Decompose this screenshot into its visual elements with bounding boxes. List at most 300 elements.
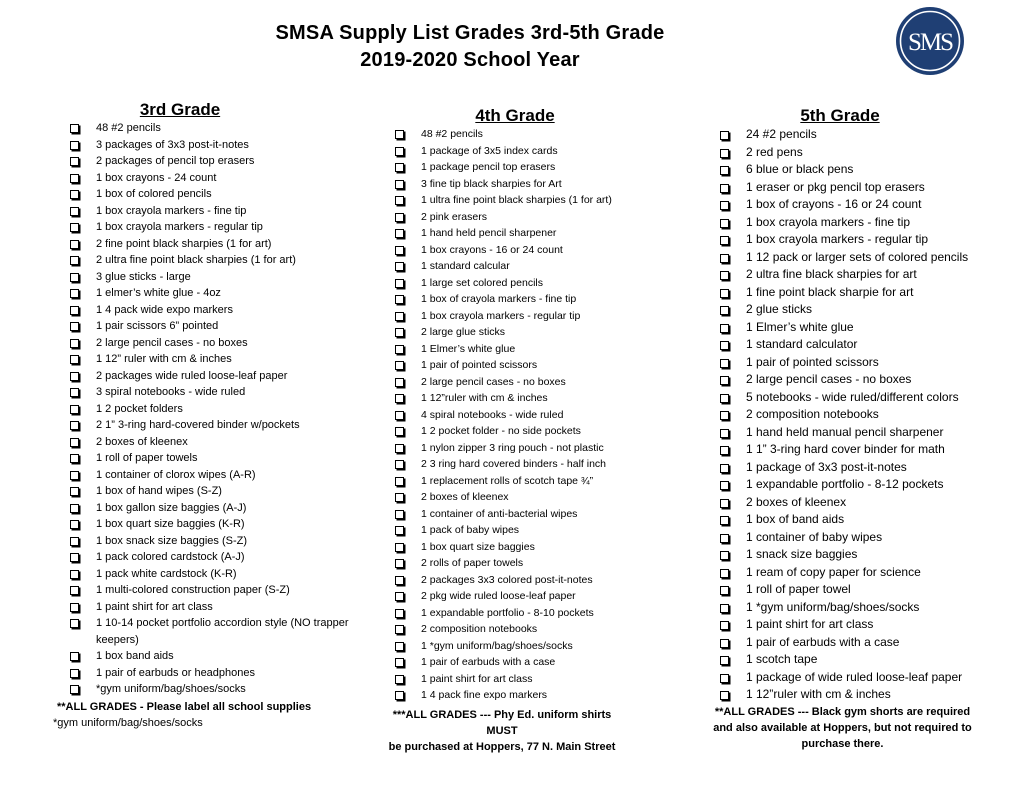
grade-3-supply-item-text: 1 box crayons - 24 count [96,171,217,184]
grade-5-supply-item-text: 1 package of wide ruled loose-leaf paper [746,669,963,684]
checkbox-icon [395,130,404,139]
checkbox-icon [395,559,404,568]
grade-5-heading: 5th Grade [800,106,880,125]
grade-5-supply-item-text: 1 12”ruler with cm & inches [746,687,891,701]
grade-3-supply-item [70,483,370,500]
checkbox-icon [395,444,404,453]
grade-4-supply-item [395,407,660,424]
grade-4-supply-item-text: 2 composition notebooks [421,623,538,635]
grade-4-supply-item-text: 1 large set colored pencils [421,276,543,289]
grade-3-supply-item-text: 3 spiral notebooks - wide ruled [96,386,246,398]
grade-5-supply-item-text: 24 #2 pencils [746,127,817,141]
grade-3-supply-item [70,252,370,269]
grade-4-supply-item-text: 1 box quart size baggies [421,540,535,553]
grade-4-supply-item [395,176,660,193]
checkbox-icon [70,669,79,678]
grade-3-supply-item [70,203,370,220]
grade-5-supply-item [720,634,1010,652]
grade-4-supply-item [395,473,660,490]
grade-4-supply-item [395,588,660,605]
grade-3-supply-item [70,368,370,385]
grade-3-supply-item-text: 1 box quart size baggies (K-R) [96,518,245,530]
checkbox-icon [70,124,79,133]
checkbox-icon [70,504,79,513]
grade-3-supply-item-text: 2 1” 3-ring hard-covered binder w/pockets [96,419,300,431]
grade-3-supply-item-text: 1 box gallon size baggies (A-J) [96,501,247,514]
grade-3-supply-item [70,417,370,434]
checkbox-icon [720,324,729,333]
grade-3-note-plain: *gym uniform/bag/shoes/socks [53,716,203,729]
grade-3-supply-item-text: 1 box of hand wipes (S-Z) [96,485,222,497]
grade-5-supply-item-text: 2 composition notebooks [746,407,879,421]
checkbox-icon [395,592,404,601]
grade-4-supply-item [395,390,660,407]
checkbox-icon [720,604,729,613]
grade-4-supply-item [395,555,660,572]
grade-3-supply-item [70,665,370,682]
checkbox-icon [70,685,79,694]
grade-5-supply-item-text: 1 standard calculator [746,337,858,351]
grade-4-supply-item-text: 1 pair of pointed scissors [421,359,538,371]
checkbox-icon [395,180,404,189]
grade-5-supply-item-text: 1 box of crayons - 16 or 24 count [746,197,922,211]
grade-4-supply-item-text: 1 pair of earbuds with a case [421,656,556,668]
grade-4-heading: 4th Grade [475,106,555,125]
grade-3-supply-item-text: 1 elmer’s white glue - 4oz [96,287,221,299]
logo-text: SMS [907,29,953,56]
checkbox-icon [395,609,404,618]
grade-3-supply-item [70,533,370,550]
grade-3-supply-item-text: 1 roll of paper towels [96,452,198,464]
checkbox-icon [720,219,729,228]
checkbox-icon [395,411,404,420]
checkbox-icon [70,141,79,150]
school-logo [895,6,965,76]
checkbox-icon [70,537,79,546]
grade-4-column [388,106,660,755]
grade-4-supply-item [395,539,660,556]
grade-5-supply-item [720,231,1010,249]
grade-3-column [53,100,370,731]
grade-3-supply-item-text: 3 glue sticks - large [96,270,191,283]
checkbox-icon [720,516,729,525]
grade-3-supply-item-text: 1 pair of earbuds or headphones [96,666,256,679]
checkbox-icon [70,273,79,282]
checkbox-icon [395,229,404,238]
grade-3-supply-item-text: 1 10-14 pocket portfolio accordion style (NO trapper keepers) [96,617,349,646]
checkbox-icon [395,427,404,436]
grade-4-supply-item-text: 1 4 pack fine expo markers [421,689,548,701]
checkbox-icon [395,477,404,486]
grade-5-supply-item-text: 1 container of baby wipes [746,529,883,544]
checkbox-icon [720,359,729,368]
checkbox-icon [720,271,729,280]
checkbox-icon [395,691,404,700]
grade-4-supply-item [395,440,660,457]
grade-5-note-line-1: **ALL GRADES --- Black gym shorts are required [714,705,971,718]
grade-4-supply-item-text: 1 Elmer’s white glue [421,342,516,355]
checkbox-icon [720,639,729,648]
grade-5-supply-item [720,459,1010,477]
grade-4-supply-item [395,341,660,358]
checkbox-icon [395,658,404,667]
checkbox-icon [395,510,404,519]
grade-3-supply-item-text: 1 container of clorox wipes (A-R) [96,468,256,481]
checkbox-icon [70,586,79,595]
grade-5-supply-item [720,389,1010,407]
grade-4-supply-item [395,605,660,622]
checkbox-icon [70,454,79,463]
checkbox-icon [720,621,729,630]
grade-4-supply-item [395,506,660,523]
grade-4-supply-item [395,275,660,292]
grade-3-supply-item-text: 2 fine point black sharpies (1 for art) [96,237,272,250]
grade-4-supply-item-text: 2 large glue sticks [421,326,506,338]
grade-3-supply-item [70,269,370,286]
checkbox-icon [70,240,79,249]
checkbox-icon [395,625,404,634]
checkbox-icon [395,163,404,172]
grade-4-supply-item-text: 1 2 pocket folder - no side pockets [421,425,581,437]
grade-5-supply-item-text: 1 ream of copy paper for science [746,564,921,579]
checkbox-icon [70,223,79,232]
grade-3-supply-item [70,302,370,319]
grade-4-supply-item-text: 1 container of anti-bacterial wipes [421,507,578,520]
grade-4-supply-item-text: 3 fine tip black sharpies for Art [421,177,562,190]
grade-3-supply-item-text: *gym uniform/bag/shoes/socks [96,683,246,695]
checkbox-icon [70,619,79,628]
grade-4-supply-item [395,638,660,655]
grade-5-supply-item-text: 2 ultra fine black sharpies for art [746,267,917,281]
grade-5-supply-item-text: 1 paint shirt for art class [746,617,874,631]
grade-4-supply-item [395,621,660,638]
grade-4-supply-item-text: 1 expandable portfolio - 8-10 pockets [421,606,594,619]
grade-4-note-line-1: ***ALL GRADES --- Phy Ed. uniform shirts MUST [392,708,612,737]
grade-3-supply-item-text: 1 box crayola markers - fine tip [96,204,247,217]
grade-5-supply-item-text: 1 roll of paper towel [746,582,851,596]
checkbox-icon [70,306,79,315]
grade-3-supply-item [70,285,370,302]
grade-3-supply-item-text: 1 box of colored pencils [96,188,212,200]
grade-4-note [377,707,627,755]
grade-4-supply-item [395,654,660,671]
checkbox-icon [70,603,79,612]
grade-5-supply-item [720,424,1010,442]
grade-4-supply-item-text: 1 box crayons - 16 or 24 count [421,243,563,256]
grade-3-supply-item-text: 1 box crayola markers - regular tip [96,221,263,233]
grade-5-supply-item [720,599,1010,617]
checkbox-icon [720,499,729,508]
checkbox-icon [720,429,729,438]
grade-5-supply-item [720,511,1010,529]
grade-5-supply-item [720,284,1010,302]
grade-5-supply-item-text: 6 blue or black pens [746,162,854,176]
grade-4-supply-item-text: 1 ultra fine point black sharpies (1 for art) [421,194,612,206]
grade-5-column [713,106,1010,752]
checkbox-icon [70,438,79,447]
grade-5-supply-item-text: 2 large pencil cases - no boxes [746,372,912,386]
checkbox-icon [720,446,729,455]
grade-5-supply-item-text: 1 hand held manual pencil sharpener [746,424,944,439]
grade-4-supply-item [395,423,660,440]
grade-3-supply-item-text: 1 pair scissors 6” pointed [96,320,219,332]
grade-5-supply-item [720,494,1010,512]
grade-3-supply-item [70,516,370,533]
grade-5-note [700,704,985,752]
grade-4-supply-item [395,522,660,539]
grade-5-supply-item-text: 1 pair of earbuds with a case [746,634,900,649]
grade-3-supply-item-text: 1 12” ruler with cm & inches [96,353,232,365]
grade-4-note-line-2: be purchased at Hoppers, 77 N. Main Street [388,740,616,753]
checkbox-icon [395,262,404,271]
checkbox-icon [395,493,404,502]
grade-5-supply-item [720,476,1010,494]
page-title [150,20,790,74]
grade-5-supply-item [720,126,1010,144]
grade-4-supply-item [395,357,660,374]
grade-3-supply-item [70,186,370,203]
grade-4-supply-item-text: 2 packages 3x3 colored post-it-notes [421,573,593,586]
grade-4-supply-item-text: 1 box of crayola markers - fine tip [421,293,577,305]
grade-4-supply-item [395,687,660,704]
checkbox-icon [395,675,404,684]
checkbox-icon [395,328,404,337]
grade-4-supply-item [395,308,660,325]
checkbox-icon [720,586,729,595]
grade-4-supply-item-text: 2 boxes of kleenex [421,491,509,503]
grade-3-supply-item [70,500,370,517]
grade-4-supply-item [395,324,660,341]
grade-4-supply-list [395,126,660,704]
checkbox-icon [395,526,404,535]
checkbox-icon [395,361,404,370]
checkbox-icon [395,295,404,304]
grade-4-supply-item-text: 2 large pencil cases - no boxes [421,375,566,388]
checkbox-icon [395,576,404,585]
grade-5-supply-item-text: 1 pair of pointed scissors [746,354,879,369]
grade-4-supply-item-text: 2 rolls of paper towels [421,557,524,569]
grade-5-supply-item [720,301,1010,319]
grade-4-supply-item [395,572,660,589]
grade-3-supply-item [70,219,370,236]
checkbox-icon [395,147,404,156]
grade-4-supply-item-text: 1 pack of baby wipes [421,524,520,536]
checkbox-icon [720,306,729,315]
grade-5-supply-item-text: 1 *gym uniform/bag/shoes/socks [746,599,920,614]
grade-3-supply-item-text: 1 box snack size baggies (S-Z) [96,534,248,547]
grade-5-supply-item-text: 1 12 pack or larger sets of colored pencils [746,249,969,264]
grade-3-supply-item [70,648,370,665]
grade-4-supply-item [395,374,660,391]
checkbox-icon [395,460,404,469]
checkbox-icon [720,376,729,385]
grade-5-supply-item [720,581,1010,599]
checkbox-icon [70,157,79,166]
checkbox-icon [70,421,79,430]
checkbox-icon [70,471,79,480]
grade-4-supply-item-text: 1 paint shirt for art class [421,672,533,685]
checkbox-icon [70,487,79,496]
grade-4-supply-item-text: 2 3 ring hard covered binders - half inch [421,458,607,470]
grade-4-supply-item [395,671,660,688]
grade-4-supply-item [395,489,660,506]
grade-5-supply-item-text: 1 box of band aids [746,512,845,526]
checkbox-icon [720,656,729,665]
grade-3-heading: 3rd Grade [139,100,221,119]
grade-5-supply-item [720,336,1010,354]
checkbox-icon [720,551,729,560]
grade-5-supply-item-text: 1 1” 3-ring hard cover binder for math [746,442,945,456]
checkbox-icon [720,166,729,175]
grade-3-supply-item [70,549,370,566]
checkbox-icon [395,213,404,222]
checkbox-icon [395,312,404,321]
grade-5-supply-item-text: 2 glue sticks [746,302,813,316]
grade-5-supply-item-text: 1 Elmer’s white glue [746,319,854,334]
title-line-2: 2019-2020 School Year [360,49,580,71]
checkbox-icon [720,481,729,490]
checkbox-icon [70,553,79,562]
checkbox-icon [720,201,729,210]
grade-5-supply-item [720,161,1010,179]
checkbox-icon [720,394,729,403]
grade-5-supply-item [720,441,1010,459]
grade-5-supply-item [720,214,1010,232]
grade-4-supply-item-text: 1 standard calcular [421,260,510,272]
grade-5-supply-item [720,651,1010,669]
checkbox-icon [70,652,79,661]
grade-5-supply-item [720,669,1010,687]
title-line-1: SMSA Supply List Grades 3rd-5th Grade [275,22,665,44]
checkbox-icon [395,394,404,403]
checkbox-icon [70,570,79,579]
grade-3-supply-item [70,566,370,583]
checkbox-icon [720,341,729,350]
grade-4-supply-item-text: 1 *gym uniform/bag/shoes/socks [421,639,573,652]
grade-3-supply-item-text: 2 boxes of kleenex [96,435,188,448]
checkbox-icon [70,339,79,348]
grade-3-supply-item-text: 1 2 pocket folders [96,402,183,415]
grade-5-supply-item [720,319,1010,337]
checkbox-icon [720,289,729,298]
grade-5-supply-item [720,529,1010,547]
grade-4-supply-item-text: 4 spiral notebooks - wide ruled [421,408,564,421]
grade-3-supply-item [70,615,370,648]
checkbox-icon [395,246,404,255]
grade-5-supply-item [720,406,1010,424]
checkbox-icon [70,388,79,397]
grade-4-supply-item-text: 48 #2 pencils [421,128,483,140]
grade-4-supply-item-text: 1 replacement rolls of scotch tape ¾” [421,474,594,487]
grade-3-supply-item [70,401,370,418]
checkbox-icon [395,543,404,552]
grade-3-supply-item-text: 2 packages wide ruled loose-leaf paper [96,369,288,382]
grade-4-supply-item-text: 1 package of 3x5 index cards [421,144,558,157]
grade-4-supply-item-text: 1 12”ruler with cm & inches [421,392,548,404]
grade-4-supply-item-text: 1 nylon zipper 3 ring pouch - not plastic [421,441,604,454]
grade-4-supply-item [395,143,660,160]
grade-5-note-line-3: purchase there. [801,737,884,750]
grade-4-supply-item [395,258,660,275]
grade-5-supply-item [720,616,1010,634]
checkbox-icon [70,207,79,216]
grade-5-supply-item [720,371,1010,389]
grade-5-supply-item-text: 1 fine point black sharpie for art [746,284,914,299]
checkbox-icon [70,174,79,183]
grade-5-supply-item [720,249,1010,267]
grade-3-supply-item-text: 1 4 pack wide expo markers [96,303,233,316]
checkbox-icon [720,464,729,473]
checkbox-icon [70,520,79,529]
checkbox-icon [395,196,404,205]
grade-4-supply-item [395,126,660,143]
checkbox-icon [720,411,729,420]
grade-5-supply-item-text: 1 eraser or pkg pencil top erasers [746,179,925,194]
grade-4-supply-item [395,225,660,242]
checkbox-icon [720,184,729,193]
checkbox-icon [720,149,729,158]
grade-3-supply-item-text: 1 pack colored cardstock (A-J) [96,551,245,563]
grade-3-supply-item-text: 2 ultra fine point black sharpies (1 for art) [96,254,296,266]
grade-3-supply-item-text: 2 packages of pencil top erasers [96,155,255,167]
grade-4-supply-item-text: 2 pkg wide ruled loose-leaf paper [421,590,576,602]
checkbox-icon [720,674,729,683]
grade-3-supply-item [70,434,370,451]
grade-5-supply-item [720,179,1010,197]
checkbox-icon [720,254,729,263]
checkbox-icon [70,322,79,331]
grade-4-supply-item-text: 1 package pencil top erasers [421,161,556,173]
checkbox-icon [395,279,404,288]
checkbox-icon [70,190,79,199]
grade-3-supply-item-text: 1 multi-colored construction paper (S-Z) [96,584,290,596]
grade-5-supply-item-text: 2 boxes of kleenex [746,494,847,509]
grade-3-supply-item-text: 1 box band aids [96,650,174,662]
grade-5-supply-item-text: 1 snack size baggies [746,547,858,561]
grade-3-supply-item [70,137,370,154]
grade-5-supply-item [720,546,1010,564]
grade-5-supply-item-text: 1 expandable portfolio - 8-12 pockets [746,477,944,491]
checkbox-icon [720,569,729,578]
grade-3-supply-item [70,351,370,368]
grade-3-supply-item [70,681,370,698]
checkbox-icon [395,642,404,651]
grade-5-supply-item [720,564,1010,582]
grade-5-supply-item [720,196,1010,214]
grade-5-supply-item-text: 2 red pens [746,144,803,159]
grade-5-supply-item-text: 1 box crayola markers - regular tip [746,232,929,246]
grade-5-supply-item [720,686,1010,704]
checkbox-icon [720,131,729,140]
grade-3-supply-item-text: 1 pack white cardstock (K-R) [96,567,237,580]
grade-4-supply-item-text: 1 hand held pencil sharpener [421,227,557,239]
grade-5-note-line-2: and also available at Hoppers, but not required to [713,721,972,734]
checkbox-icon [70,372,79,381]
grade-3-supply-item [70,384,370,401]
checkbox-icon [395,378,404,387]
checkbox-icon [720,236,729,245]
grade-3-supply-item [70,450,370,467]
grade-3-supply-item [70,236,370,253]
grade-3-supply-item [70,120,370,137]
grade-5-supply-list [720,126,1010,704]
grade-5-supply-item [720,266,1010,284]
grade-3-supply-item-text: 2 large pencil cases - no boxes [96,336,248,349]
grade-4-supply-item-text: 2 pink erasers [421,210,487,223]
grade-5-supply-item-text: 1 package of 3x3 post-it-notes [746,459,907,474]
grade-4-supply-item [395,456,660,473]
grade-4-supply-item [395,209,660,226]
